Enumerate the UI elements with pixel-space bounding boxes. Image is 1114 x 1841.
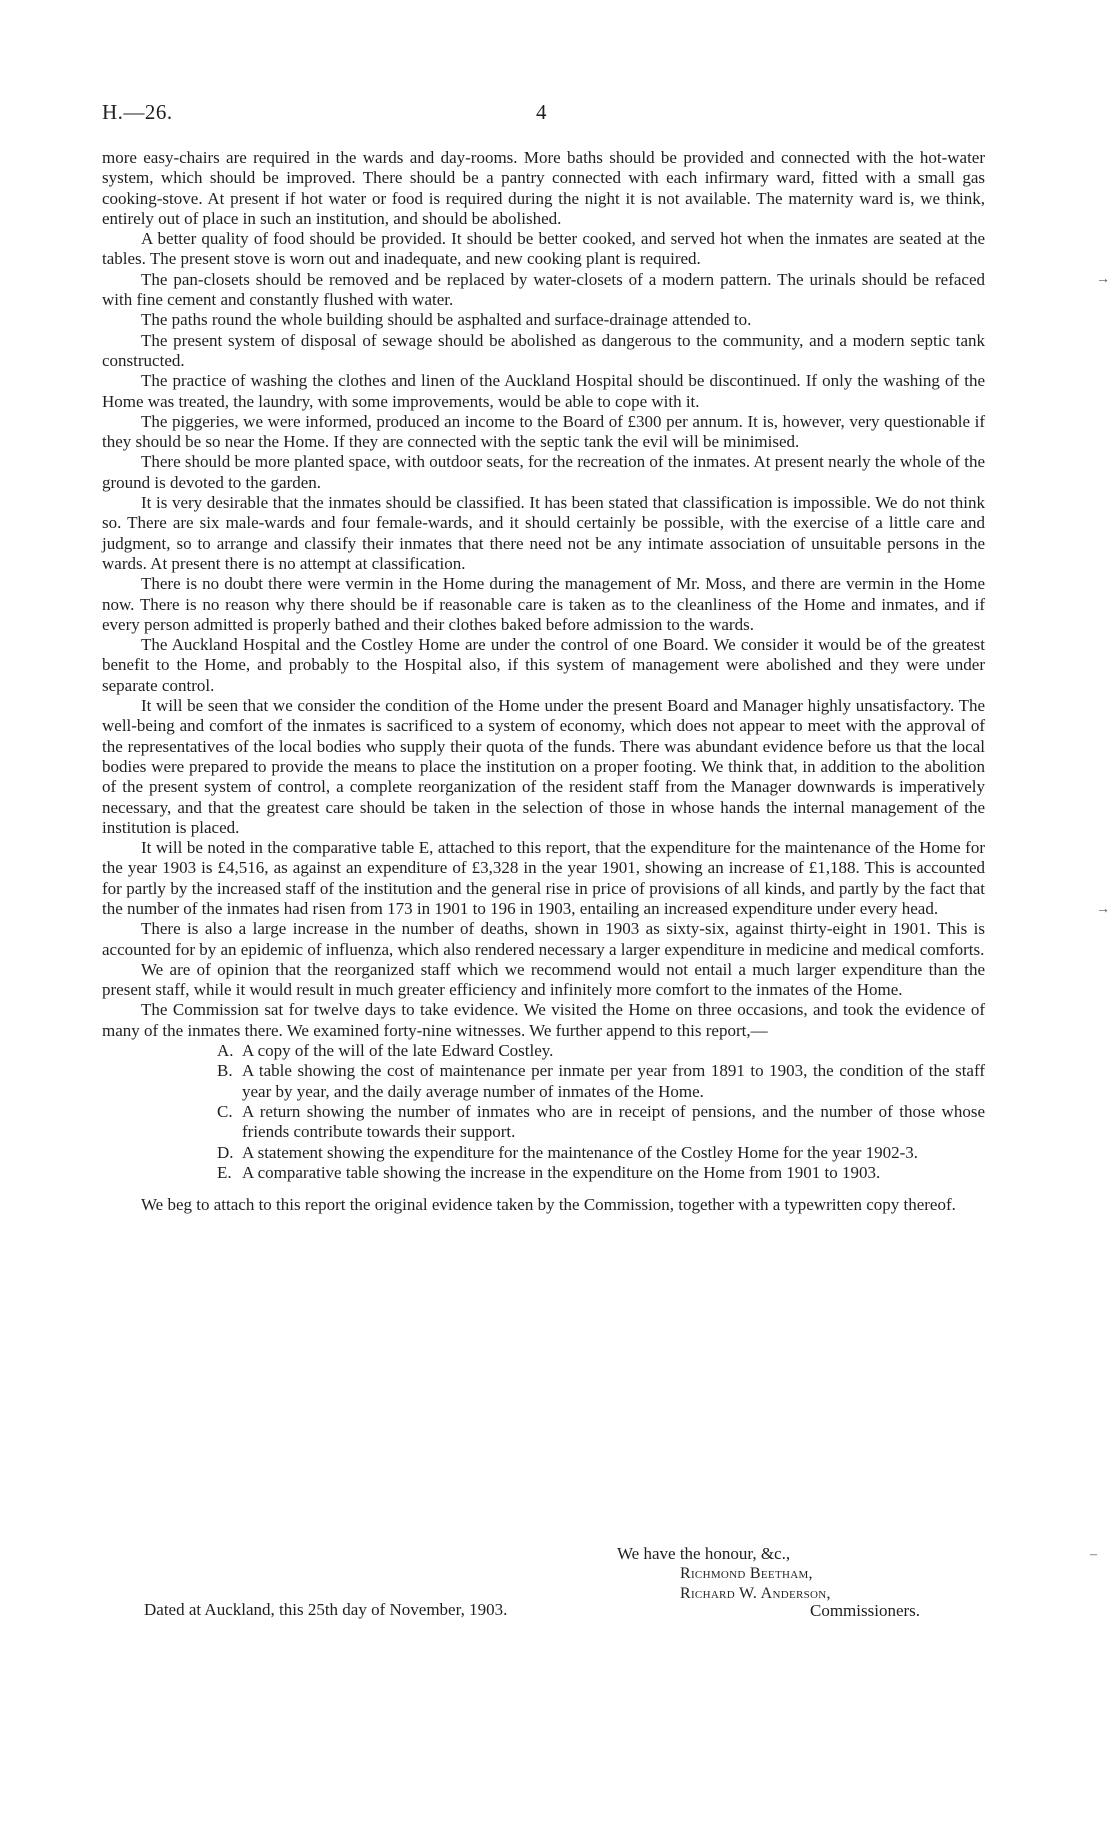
page-number: 4	[536, 100, 547, 124]
appendix-text: A return showing the number of inmates who are in receipt of pensions, and the number of those whose friends contribute towards their support.	[242, 1101, 985, 1142]
paragraph: There is no doubt there were vermin in the Home during the management of Mr. Moss, and there are vermin in the Home now. There is no reason why there should be if reasonable care is taken as to the cleanliness of the Home and inmates, and if every person admitted is properly bathed and their clothes baked before admission to the wards.	[102, 574, 985, 634]
paragraph: It will be seen that we consider the condition of the Home under the present Board and Manager highly unsatisfactory. The well-being and comfort of the inmates is sacrificed to a system of economy, which does not appear to meet with the approval of the representatives of the local bodies who supply their quota of the funds. There was abundant evidence before us that the local bodies were prepared to provide the means to place the institution on a proper footing. We think that, in addition to the abolition of the present system of control, a complete reorganization of the resident staff from the Manager downwards is imperatively necessary, and that the greatest care should be taken in the selection of those in whose hands the internal management of the institution is placed.	[102, 696, 985, 837]
report-body	[102, 148, 985, 1215]
appendix-item-a	[198, 1041, 985, 1061]
document-reference: H.—26.	[102, 100, 173, 124]
appendix-letter: A.	[217, 1041, 234, 1061]
closing-paragraph: We beg to attach to this report the original evidence taken by the Commission, together with a typewritten copy thereof.	[141, 1195, 956, 1215]
signatory-name: Richard W. Anderson,	[680, 1585, 831, 1602]
paragraph: The practice of washing the clothes and linen of the Auckland Hospital should be discontinued. If only the washing of the Home was treated, the laundry, with some improvements, would be able to cope with it.	[102, 371, 985, 411]
appendix-item-c	[198, 1102, 985, 1143]
appendix-item-b	[198, 1061, 985, 1102]
paragraph: There should be more planted space, with outdoor seats, for the recreation of the inmates. At present nearly the whole of the ground is devoted to the garden.	[102, 452, 985, 492]
margin-tick-mark: –	[1090, 1547, 1097, 1562]
appendix-item-e	[198, 1163, 985, 1183]
honour-line: We have the honour, &c.,	[617, 1544, 791, 1563]
appendix-letter: E.	[217, 1162, 232, 1182]
appendix-text: A comparative table showing the increase in the expenditure on the Home from 1901 to 1903.	[242, 1162, 881, 1182]
paragraph: It is very desirable that the inmates should be classified. It has been stated that classification is impossible. We do not think so. There are six male-wards and four female-wards, and it should certainly be possible, with the exercise of a little care and judgment, so to arrange and classify their inmates that there need not be any intimate association of unsuitable persons in the wards. At present there is no attempt at classification.	[102, 493, 985, 573]
paragraph: It will be noted in the comparative table E, attached to this report, that the expenditure for the maintenance of the Home for the year 1903 is £4,516, as against an expenditure of £3,328 in the year 1901, showing an increase of £1,188. This is accounted for partly by the increased staff of the institution and the general rise in price of provisions of all kinds, and partly by the fact that the number of the inmates had risen from 173 in 1901 to 196 in 1903, entailing an increased expenditure under every head.	[102, 838, 985, 918]
appendix-text: A table showing the cost of maintenance per inmate per year from 1891 to 1903, the condition of the staff year by year, and the daily average number of inmates of the Home.	[242, 1061, 985, 1101]
date-line: Dated at Auckland, this 25th day of November, 1903.	[144, 1600, 508, 1619]
paragraph: The piggeries, we were informed, produced an income to the Board of £300 per annum. It is, however, very questionable if they should be so near the Home. If they are connected with the septic tank the evil will be minimised.	[102, 411, 985, 452]
signatory-name: Richmond Beetham,	[680, 1565, 813, 1582]
appendix-letter: B.	[217, 1061, 233, 1081]
paragraph: The Commission sat for twelve days to take evidence. We visited the Home on three occasions, and took the evidence of many of the inmates there. We examined forty-nine witnesses. We further append to this report,—	[102, 1000, 985, 1040]
paragraph: We are of opinion that the reorganized staff which we recommend would not entail a much larger expenditure than the present staff, while it would result in much greater efficiency and infinitely more comfort to the inmates of the Home.	[102, 959, 985, 1000]
appendix-text: A copy of the will of the late Edward Costley.	[242, 1041, 554, 1061]
paragraph: There is also a large increase in the number of deaths, shown in 1903 as sixty-six, against thirty-eight in 1901. This is accounted for by an epidemic of influenza, which also rendered necessary a larger expenditure in medicine and medical comforts.	[102, 919, 985, 959]
appendix-text: A statement showing the expenditure for the maintenance of the Costley Home for the year 1902-3.	[242, 1142, 919, 1162]
paragraph: The present system of disposal of sewage should be abolished as dangerous to the community, and a modern septic tank constructed.	[102, 330, 985, 370]
paragraph: The pan-closets should be removed and be replaced by water-closets of a modern pattern. The urinals should be refaced with fine cement and constantly flushed with water.	[102, 269, 985, 310]
paragraph: more easy-chairs are required in the wards and day-rooms. More baths should be provided and connected with the hot-water system, which should be improved. There should be a pantry connected with each infirmary ward, fitted with a small gas cooking-stove. At present if hot water or food is required during the night it is not available. The maternity ward is, we think, entirely out of place in such an institution, and should be abolished.	[102, 148, 985, 228]
paragraph: A better quality of food should be provided. It should be better cooked, and served hot when the inmates are seated at the tables. The present stove is worn out and inadequate, and new cooking plant is required.	[102, 229, 985, 269]
appendix-letter: D.	[217, 1142, 234, 1162]
paragraph: The Auckland Hospital and the Costley Home are under the control of one Board. We consider it would be of the greatest benefit to the Home, and probably to the Hospital also, if this system of management were abolished and they were under separate control.	[102, 635, 985, 695]
margin-tick-mark: →	[1096, 272, 1110, 287]
appendix-letter: C.	[217, 1101, 233, 1121]
appendix-list	[102, 1041, 985, 1183]
appendix-item-d	[198, 1143, 985, 1163]
margin-tick-mark: →	[1096, 902, 1110, 917]
signatory-role: Commissioners.	[810, 1601, 921, 1620]
paragraph: The paths round the whole building should be asphalted and surface-drainage attended to.	[141, 310, 752, 330]
